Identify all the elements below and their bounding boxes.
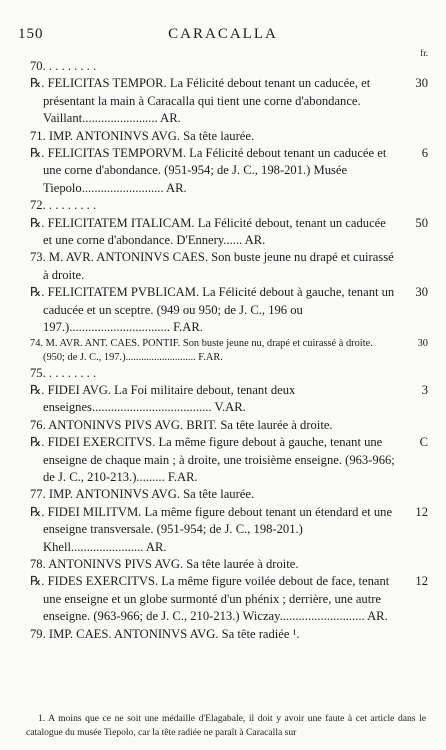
footnote-1: 1. A moins que ce ne soit une médaille d'Elagabale, il doit y avoir une faute à cet article dans le catalogue du musée Tiepolo, car la tête radiée ne paraît à Caracalla sur [26,713,426,738]
entry-76-reverse: ℞. FIDEI EXERCITVS. La même figure debout à gauche, tenant une enseigne de chaque main ; à droite, une troisième enseigne. (963-966; de J. C., 210-213.)......... F.AR. C [30,435,428,484]
entry-72-reverse: ℞. FELICITATEM ITALICAM. La Félicité debout, tenant un caducée et une corne d'abondance. D'Ennery...... AR. 50 [30,215,428,248]
entry-70-reverse: ℞. FELICITAS TEMPOR. La Félicité debout tenant un caducée, et présentant la main à Caracalla qui tient une corne d'abondance. Vaillant........................ AR. 30 [30,76,428,126]
entry-71: 71. IMP. ANTONINVS AVG. Sa tête laurée. [30,128,255,143]
entry-76: 76. ANTONINVS PIVS AVG. BRIT. Sa tête laurée à droite. [30,417,333,432]
entry-70: 70. . . . . . . . . [30,59,97,73]
entry-78-reverse: ℞. FIDES EXERCITVS. La même figure voilée debout de face, tenant une enseigne et un globe surmonté d'un phénix ; derrière, une autre enseigne. (963-966; de J. C., 210-213.) Wiczay........................... AR. 12 [30,574,428,624]
entry-74: 74. M. AVR. ANT. CAES. PONTIF. Son buste jeune nu, drapé et cuirassé à droite. (950; de J. C., 197.)........................... F.AR. 30 [30,337,428,363]
margin-note: fr. [420,48,428,58]
running-title: CARACALLA [168,26,278,42]
page-number: 150 [18,26,44,42]
entry-77-reverse: ℞. FIDEI MILITVM. La même figure debout tenant un étendard et une enseigne transversale. (951-954; de J. C., 198-201.) Khell....................... AR. 12 [30,504,428,554]
footnotes [26,712,426,739]
entry-75-reverse: ℞. FIDEI AVG. La Foi militaire debout, tenant deux enseignes...................................... V.AR. 3 [30,382,428,415]
entry-79: 79. IMP. CAES. ANTONINVS AVG. Sa tête radiée ¹. [30,626,300,641]
entry-73: 73. M. AVR. ANTONINVS CAES. Son buste jeune nu drapé et cuirassé à droite. [30,250,394,282]
entry-75: 75. . . . . . . . . [30,365,97,380]
entry-78: 78. ANTONINVS PIVS AVG. Sa tête laurée à droite. [30,556,299,571]
entry-71-reverse: ℞. FELICITAS TEMPORVM. La Félicité debout tenant un caducée et une corne d'abondance. (951-954; de J. C., 198-201.) Musée Tiepolo.......................... AR. 6 [30,146,428,195]
entry-72: 72. . . . . . . . . [30,198,97,213]
entry-73-reverse: ℞. FELICITATEM PVBLICAM. La Félicité debout à gauche, tenant un caducée et un sceptre. (949 ou 950; de J. C., 196 ou 197.)................................ F.AR. 30 [30,285,428,335]
entry-77: 77. IMP. ANTONINVS AVG. Sa tête laurée. [30,487,255,502]
catalogue-entries [30,58,428,643]
